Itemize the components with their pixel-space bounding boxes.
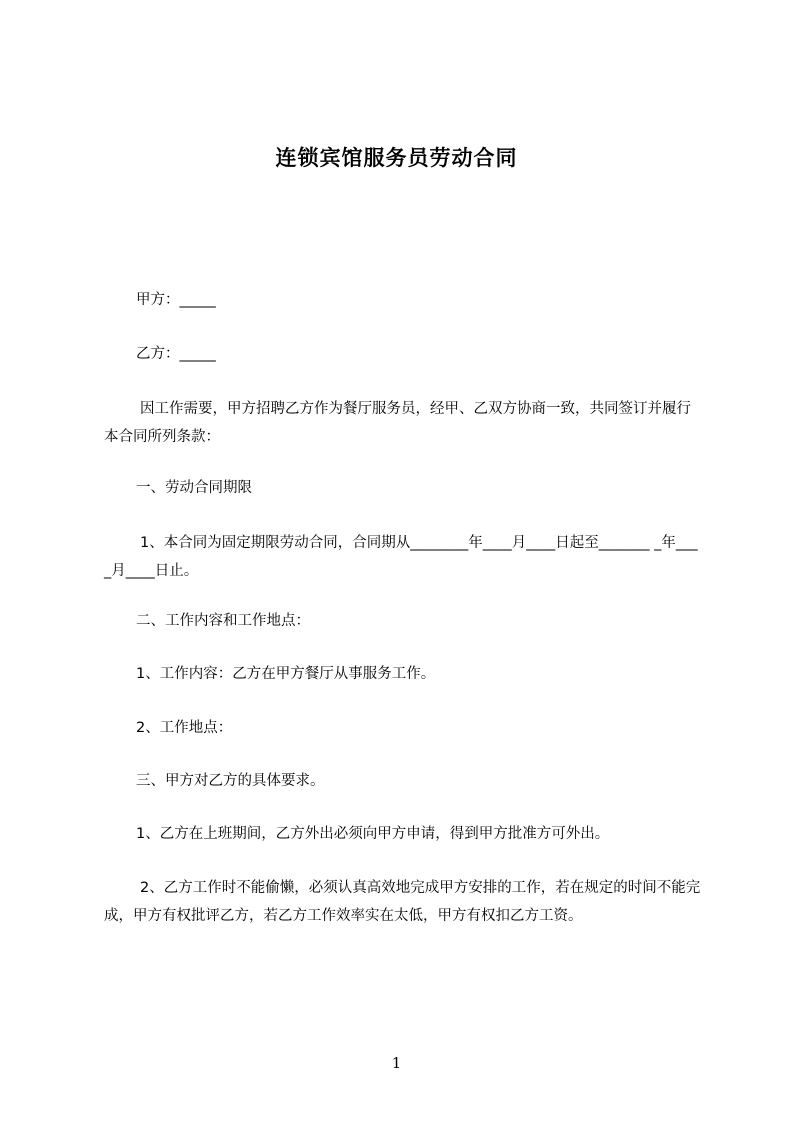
section-2-heading: 二、工作内容和工作地点： [136, 613, 310, 629]
section-3-item-2: 2、乙方工作时不能偷懒，必须认真高效地完成甲方安排的工作，若在规定的时间不能完成，甲方有权批评乙方，若乙方工作效率实在太低，甲方有权扣乙方工资。 [104, 880, 701, 924]
party-b-line: 乙方：_____ [136, 346, 216, 362]
section-2-item-1: 1、工作内容：乙方在甲方餐厅从事服务工作。 [136, 666, 436, 682]
page-number: 1 [391, 1054, 402, 1072]
party-a-line: 甲方：_____ [136, 292, 216, 308]
section-1-item-1: 1、本合同为固定期限劳动合同，合同期从________年____月____日起至_______ _年____月____日止。 [104, 535, 698, 579]
section-3-heading: 三、甲方对乙方的具体要求。 [136, 773, 325, 789]
section-2-item-2: 2、工作地点： [136, 720, 233, 736]
section-3-item-1: 1、乙方在上班期间，乙方外出必须向甲方申请，得到甲方批准方可外出。 [136, 826, 610, 842]
intro-paragraph: 因工作需要，甲方招聘乙方作为餐厅服务员，经甲、乙双方协商一致，共同签订并履行本合同所列条款： [104, 401, 691, 445]
document-title: 连锁宾馆服务员劳动合同 [275, 146, 518, 170]
section-1-heading: 一、劳动合同期限 [136, 480, 252, 496]
